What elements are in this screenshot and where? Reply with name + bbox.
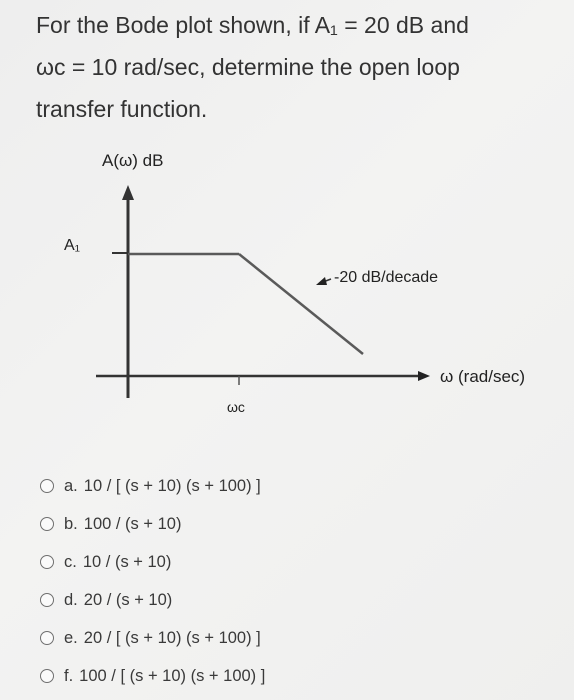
radio-button[interactable] — [40, 669, 54, 683]
y-axis-arrowhead — [122, 185, 134, 200]
option-letter: a. — [64, 476, 78, 495]
slope-label: -20 dB/decade — [334, 269, 439, 286]
radio-button[interactable] — [40, 593, 54, 607]
option-c[interactable] — [40, 543, 560, 581]
option-e[interactable] — [40, 619, 560, 657]
y-axis-label: A(ω) dB — [102, 151, 164, 170]
option-f[interactable] — [40, 657, 560, 695]
option-d[interactable] — [40, 581, 560, 619]
option-b[interactable] — [40, 505, 560, 543]
option-letter: c. — [64, 552, 77, 571]
option-text: 20 / [ (s + 10) (s + 100) ] — [83, 628, 261, 647]
corner-frequency-label: ωc — [227, 399, 245, 415]
option-letter: e. — [64, 628, 78, 647]
option-letter: b. — [64, 514, 78, 533]
option-a[interactable] — [40, 467, 560, 505]
question-line-1: For the Bode plot shown, if A₁ = 20 dB and — [36, 12, 469, 38]
option-text: 10 / [ (s + 10) (s + 100) ] — [83, 476, 261, 495]
level-label: A₁ — [64, 237, 81, 254]
question-text — [36, 4, 566, 130]
radio-button[interactable] — [40, 517, 54, 531]
option-letter: d. — [64, 590, 78, 609]
option-text: 100 / [ (s + 10) (s + 100) ] — [79, 666, 266, 685]
option-letter: f. — [64, 666, 74, 685]
x-axis-label: ω (rad/sec) — [440, 367, 526, 386]
question-line-2: ωc = 10 rad/sec, determine the open loop — [36, 54, 460, 80]
radio-button[interactable] — [40, 479, 54, 493]
radio-button[interactable] — [40, 631, 54, 645]
option-text: 100 / (s + 10) — [83, 514, 182, 533]
x-axis-arrowhead — [418, 371, 430, 381]
slope-pointer-arrowhead — [316, 277, 327, 285]
bode-plot-figure — [0, 140, 574, 440]
radio-button[interactable] — [40, 555, 54, 569]
option-text: 20 / (s + 10) — [83, 590, 173, 609]
question-line-3: transfer function. — [36, 96, 208, 122]
option-text: 10 / (s + 10) — [82, 552, 172, 571]
answer-options — [40, 467, 560, 695]
